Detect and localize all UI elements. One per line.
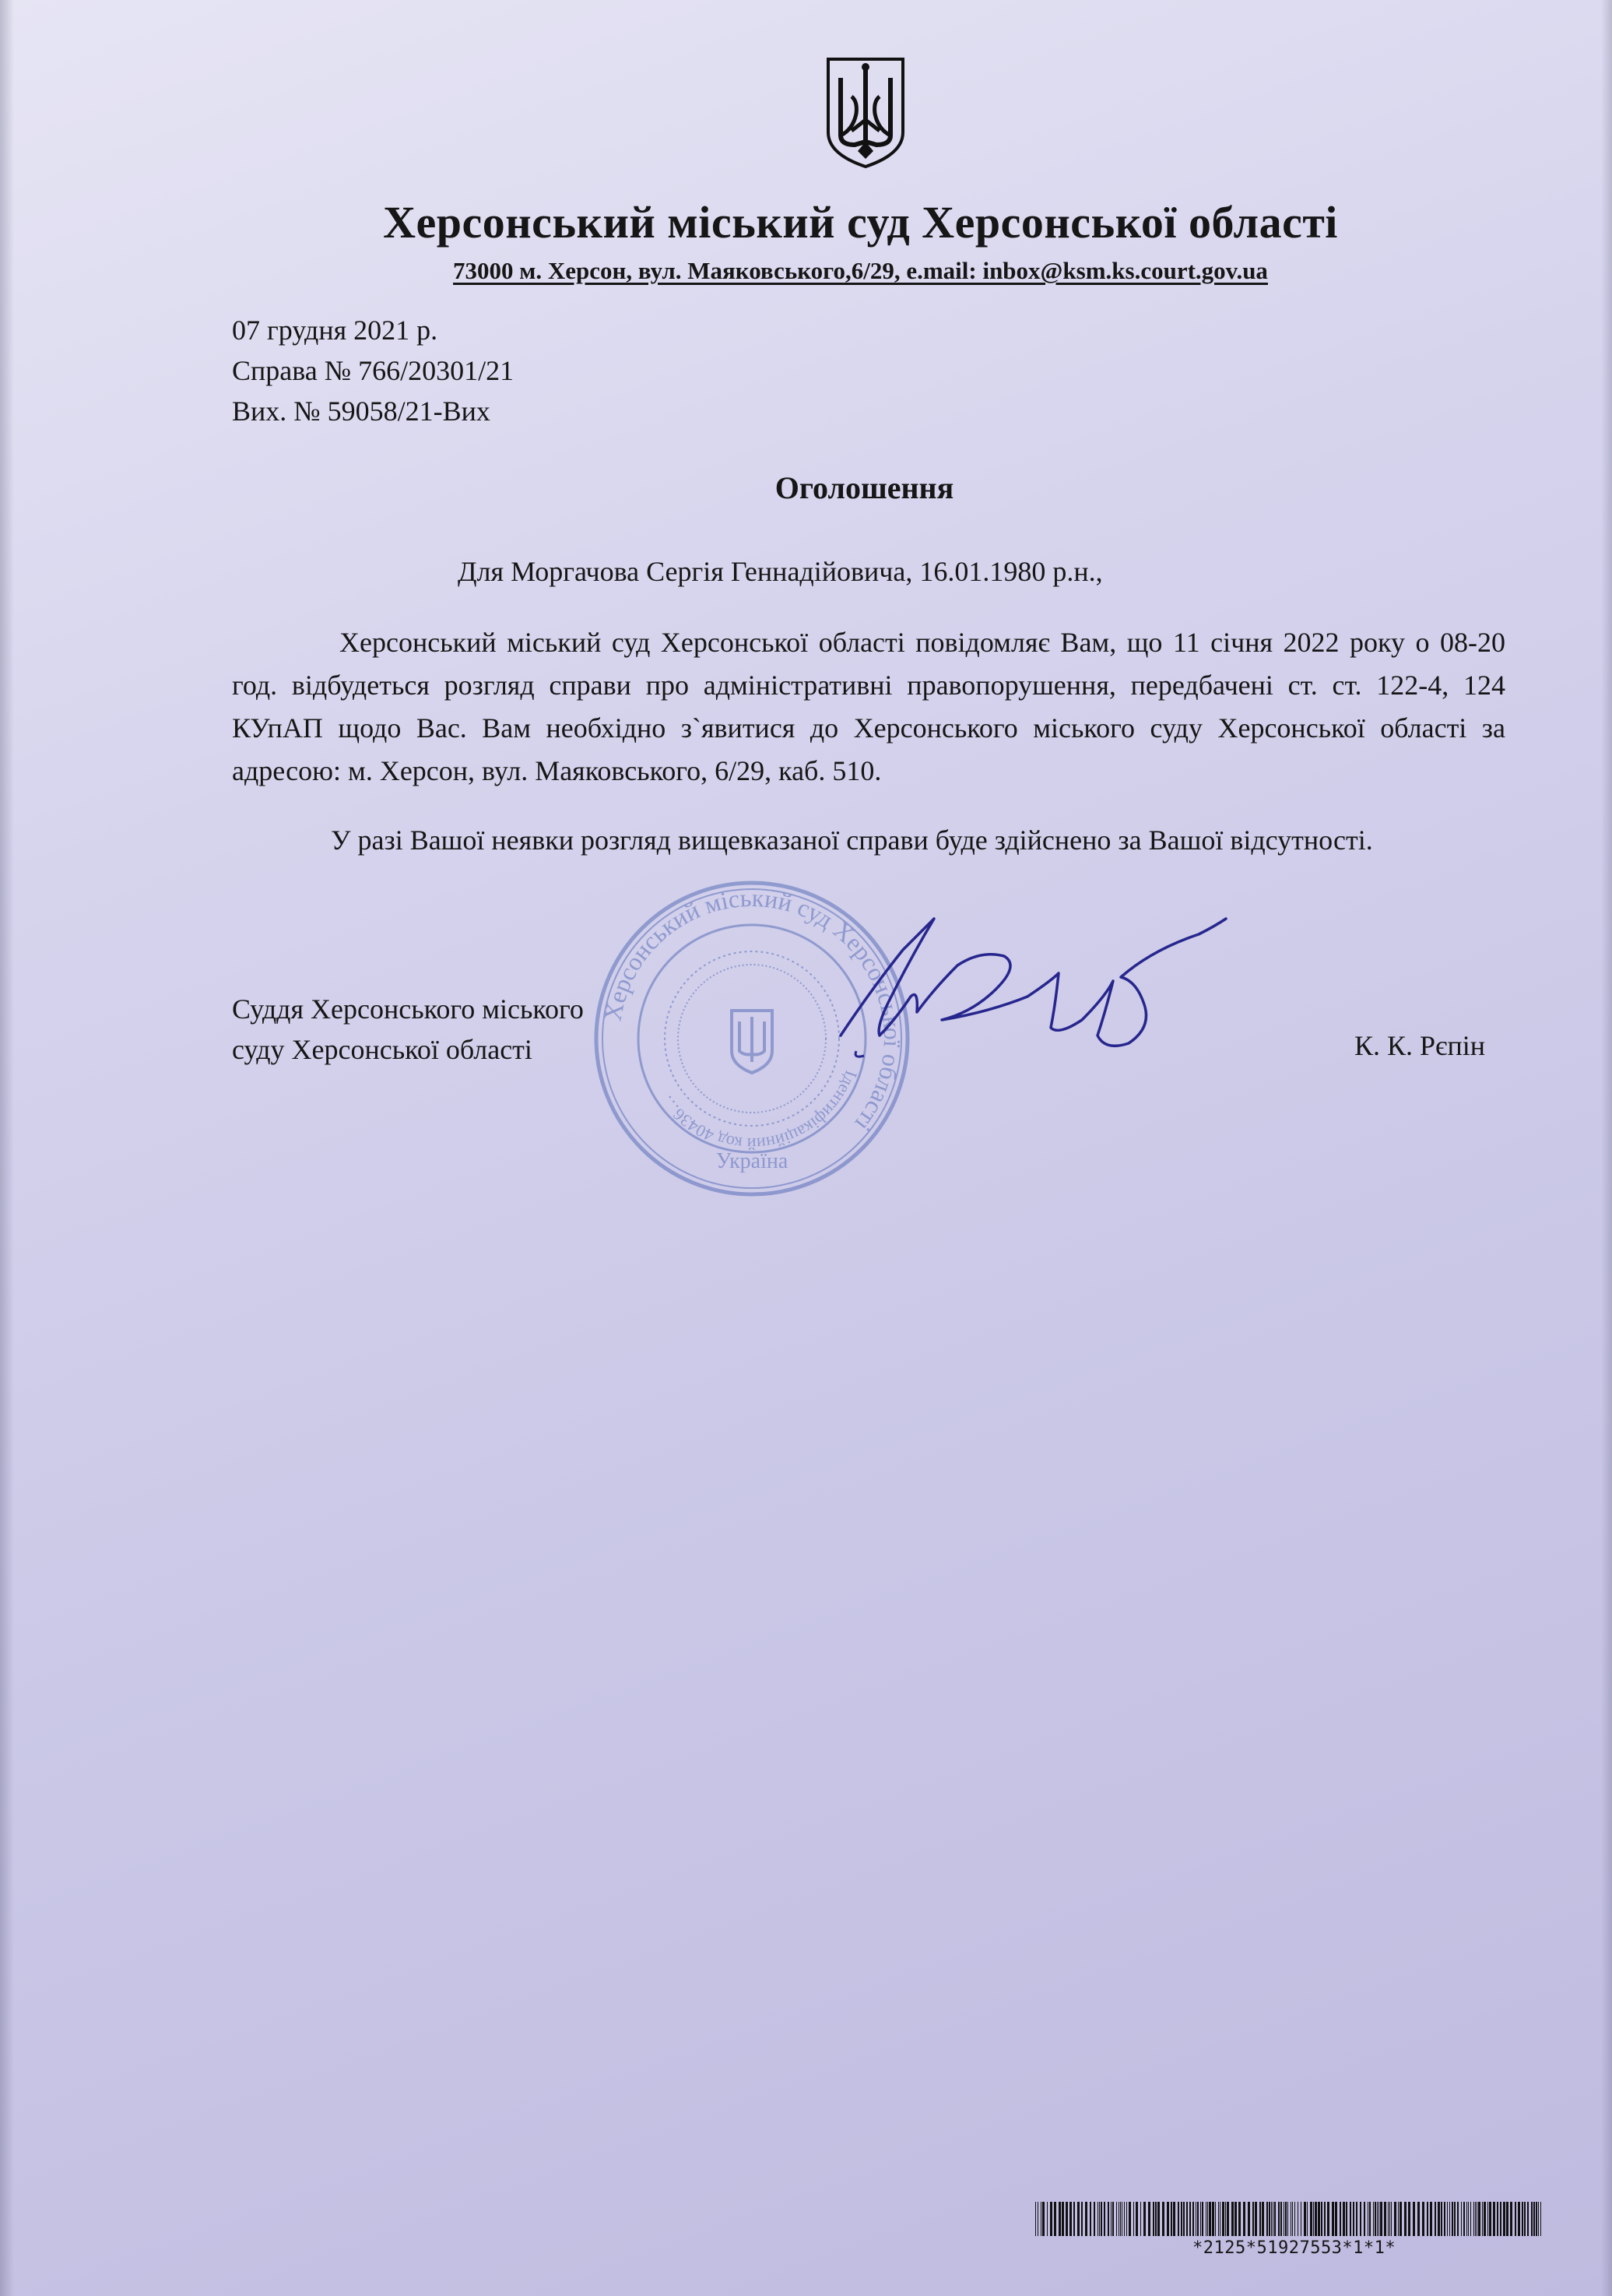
barcode-bar	[1097, 2202, 1098, 2236]
barcode-bar	[1531, 2202, 1533, 2236]
barcode-bar	[1310, 2202, 1312, 2236]
barcode-bar	[1189, 2202, 1191, 2236]
stamp-outer-text: Херсонський міський суд Херсонської області	[598, 883, 908, 1137]
barcode-bar	[1417, 2202, 1420, 2236]
barcode-bar	[1066, 2202, 1068, 2236]
barcode-bar	[1441, 2202, 1442, 2236]
barcode-bar	[1140, 2202, 1141, 2236]
barcode-bar	[1227, 2202, 1229, 2236]
barcode-bar	[1457, 2202, 1459, 2236]
notice-paragraph-hearing: Херсонський міський суд Херсонської області повідомляє Вам, що 11 січня 2022 року о 08-20 год. відбудеться розгляд справи про адміністративні правопорушення, передбачені ст. ст. 122-4, 124 КУпАП щодо Вас. Вам необхідно з`явитися до Херсонського міського суду Херсонської області за адресою: м. Херсон, вул. Маяковського, 6/29, каб. 510.	[232, 627, 1505, 786]
barcode-bar	[1108, 2202, 1109, 2236]
barcode-bar	[1378, 2202, 1379, 2236]
barcode-bar	[1148, 2202, 1150, 2236]
barcode-bar	[1340, 2202, 1341, 2236]
barcode-bar	[1120, 2202, 1121, 2236]
barcode-bar	[1489, 2202, 1491, 2236]
barcode-bar	[1112, 2202, 1114, 2236]
barcode-bar	[1522, 2202, 1523, 2236]
barcode-bar	[1077, 2202, 1080, 2236]
barcode-bar	[1346, 2202, 1347, 2236]
barcode-bar	[1050, 2202, 1052, 2236]
barcode-bar	[1133, 2202, 1134, 2236]
barcode-bar	[1389, 2202, 1390, 2236]
barcode-bar	[1225, 2202, 1226, 2236]
barcode-bar	[1493, 2202, 1495, 2236]
barcode-bar	[1292, 2202, 1293, 2236]
barcode-bar	[1173, 2202, 1175, 2236]
barcode-bar	[1538, 2202, 1539, 2236]
barcode-bar	[1394, 2202, 1396, 2236]
outgoing-number: Вих. № 59058/21-Вих	[232, 396, 490, 427]
barcode-bar	[1470, 2202, 1471, 2236]
barcode-text: *2125*51927553*1*1*	[1192, 2238, 1396, 2258]
barcode-bar	[1506, 2202, 1508, 2236]
barcode-bar	[1324, 2202, 1326, 2236]
barcode-bar	[1287, 2202, 1288, 2236]
barcode-bar	[1484, 2202, 1486, 2236]
barcode-bar	[1373, 2202, 1374, 2236]
barcode-bar	[1255, 2202, 1257, 2236]
document-title: Оголошення	[774, 470, 954, 505]
barcode-bar	[1369, 2202, 1371, 2236]
barcode-bar	[1461, 2202, 1462, 2236]
barcode-bar	[1202, 2202, 1203, 2236]
barcode-bar	[1183, 2202, 1185, 2236]
barcode-bar	[1335, 2202, 1337, 2236]
barcode-bar	[1422, 2202, 1424, 2236]
barcode-bar	[1375, 2202, 1376, 2236]
barcode-bar	[1447, 2202, 1448, 2236]
barcode-bar	[1463, 2202, 1465, 2236]
barcode-bar	[1321, 2202, 1322, 2236]
barcode-bar	[1155, 2202, 1157, 2236]
barcode-bar	[1413, 2202, 1415, 2236]
barcode-bar	[1435, 2202, 1436, 2236]
barcode-bar	[1327, 2202, 1329, 2236]
case-number: Справа № 766/20301/21	[232, 355, 515, 386]
judge-signature	[825, 903, 1230, 1082]
court-name-heading: Херсонський міський суд Херсонської області	[383, 197, 1338, 248]
barcode-bar	[1482, 2202, 1483, 2236]
barcode-bar	[1116, 2202, 1117, 2236]
barcode-bar	[1353, 2202, 1354, 2236]
barcode-bar	[1487, 2202, 1488, 2236]
barcode-bar	[1356, 2202, 1357, 2236]
barcode-bar	[1262, 2202, 1264, 2236]
barcode-bar	[1452, 2202, 1453, 2236]
barcode-bar	[1136, 2202, 1138, 2236]
addressee-line: Для Моргачова Сергія Геннадійовича, 16.01.1980 р.н.,	[458, 556, 1103, 587]
barcode-bar	[1126, 2202, 1127, 2236]
signer-position	[232, 989, 584, 1070]
barcode-bar	[1408, 2202, 1410, 2236]
signer-position-line1: Суддя Херсонського міського	[232, 993, 584, 1025]
barcode-bar	[1294, 2202, 1295, 2236]
barcode-bar	[1271, 2202, 1272, 2236]
barcode-bar	[1081, 2202, 1083, 2236]
barcode-bar	[1400, 2202, 1402, 2236]
barcode-bar	[1524, 2202, 1526, 2236]
barcode-bar	[1454, 2202, 1456, 2236]
stamp-bottom-text: Україна	[715, 1149, 788, 1173]
barcode-bar	[1377, 2202, 1378, 2236]
document-meta	[232, 310, 514, 431]
barcode-bar	[1129, 2202, 1131, 2236]
barcode-bar	[1430, 2202, 1432, 2236]
barcode-bar	[1104, 2202, 1105, 2236]
barcode-bar	[1178, 2202, 1179, 2236]
court-address-line: 73000 м. Херсон, вул. Маяковського,6/29, e.mail: inbox@ksm.ks.court.gov.ua	[453, 257, 1268, 284]
barcode-bar	[1473, 2202, 1474, 2236]
barcode-bar	[1101, 2202, 1102, 2236]
barcode-bar	[1157, 2202, 1160, 2236]
barcode-bar	[1073, 2202, 1075, 2236]
barcode-bar	[1510, 2202, 1512, 2236]
barcode-bar	[1475, 2202, 1476, 2236]
barcode-bar	[1209, 2202, 1211, 2236]
barcode-bar	[1035, 2202, 1036, 2236]
barcode-bar	[1350, 2202, 1351, 2236]
barcode-bar	[1047, 2202, 1048, 2236]
barcode-bar	[1466, 2202, 1467, 2236]
barcode-bar	[1215, 2202, 1216, 2236]
barcode-bar	[1266, 2202, 1268, 2236]
barcode-bar	[1162, 2202, 1164, 2236]
document-date: 07 грудня 2021 р.	[232, 315, 438, 346]
page-edge-shadow-right	[1601, 0, 1612, 2296]
barcode-bar	[1540, 2202, 1541, 2236]
barcode-bar	[1278, 2202, 1280, 2236]
barcode-bar	[1248, 2202, 1250, 2236]
barcode-bar	[1527, 2202, 1529, 2236]
barcode-bar	[1124, 2202, 1125, 2236]
barcode-bar	[1304, 2202, 1306, 2236]
barcode-bar	[1212, 2202, 1214, 2236]
barcode-bar	[1315, 2202, 1317, 2236]
barcode-bar	[1468, 2202, 1469, 2236]
barcode-bar	[1438, 2202, 1440, 2236]
barcode-bar	[1332, 2202, 1334, 2236]
barcode-bar	[1515, 2202, 1516, 2236]
barcode-bar	[1243, 2202, 1245, 2236]
barcode-bar	[1318, 2202, 1320, 2236]
barcode-bar	[1536, 2202, 1537, 2236]
barcode-bar	[1500, 2202, 1501, 2236]
barcode-bar	[1181, 2202, 1182, 2236]
barcode-bar	[1231, 2202, 1234, 2236]
barcode-bar	[1497, 2202, 1498, 2236]
barcode-bar	[1427, 2202, 1428, 2236]
barcode-bar	[1218, 2202, 1219, 2236]
barcode-bar	[1186, 2202, 1188, 2236]
trident-coat-of-arms-icon	[824, 54, 908, 170]
barcode-bar	[1090, 2202, 1091, 2236]
barcode-bar	[1503, 2202, 1505, 2236]
barcode-bar	[1391, 2202, 1392, 2236]
barcode-bar	[1252, 2202, 1254, 2236]
barcode-bar	[1111, 2202, 1112, 2236]
barcode-bar	[1404, 2202, 1407, 2236]
barcode-bar	[1449, 2202, 1450, 2236]
barcode-bar	[1094, 2202, 1095, 2236]
judge-name: К. К. Рєпін	[1354, 1030, 1486, 1061]
barcode-bar	[1280, 2202, 1282, 2236]
barcode-bar	[1274, 2202, 1276, 2236]
barcode-bar	[1167, 2202, 1169, 2236]
barcode-bar	[1238, 2202, 1241, 2236]
barcode-bar	[1054, 2202, 1056, 2236]
barcode-bar	[1059, 2202, 1061, 2236]
barcode-bar	[1398, 2202, 1399, 2236]
barcode-bar	[1313, 2202, 1314, 2236]
barcode-bar	[1343, 2202, 1345, 2236]
notice-paragraph-absence: У разі Вашої неявки розгляд вищевказаної справи буде здійснено за Вашої відсутності.	[331, 825, 1373, 856]
barcode-bar	[1153, 2202, 1154, 2236]
barcode-bar	[1380, 2202, 1382, 2236]
barcode-bar	[1143, 2202, 1146, 2236]
barcode-bar	[1259, 2202, 1261, 2236]
stamp-trident-icon	[732, 1011, 772, 1073]
stamp-inner-text: Ідентифікаційний код 40436…	[656, 1067, 862, 1155]
barcode-bar	[1388, 2202, 1389, 2236]
barcode-bar	[1478, 2202, 1480, 2236]
barcode-bar	[1192, 2202, 1194, 2236]
barcode-bar	[1222, 2202, 1224, 2236]
barcode-bar	[1360, 2202, 1361, 2236]
barcode-bar	[1207, 2202, 1208, 2236]
barcode-bar	[1234, 2202, 1237, 2236]
barcode-bar	[1042, 2202, 1045, 2236]
barcode-bar	[1200, 2202, 1201, 2236]
barcode-bar	[1307, 2202, 1308, 2236]
barcode-bar	[1069, 2202, 1072, 2236]
barcode-bar	[1533, 2202, 1535, 2236]
barcode-bar	[1285, 2202, 1287, 2236]
barcode-bar	[1197, 2202, 1199, 2236]
barcode-bar	[1384, 2202, 1386, 2236]
document-barcode	[1035, 2202, 1541, 2236]
barcode-bar	[1062, 2202, 1064, 2236]
barcode-bar	[1444, 2202, 1445, 2236]
barcode-bar	[1085, 2202, 1087, 2236]
barcode-bar	[1171, 2202, 1172, 2236]
signer-position-line2: суду Херсонської області	[232, 1034, 532, 1065]
barcode-bar	[1518, 2202, 1520, 2236]
page-edge-shadow-left	[0, 0, 14, 2296]
barcode-bar	[1269, 2202, 1270, 2236]
barcode-bar	[1364, 2202, 1365, 2236]
barcode-bar	[1099, 2202, 1100, 2236]
